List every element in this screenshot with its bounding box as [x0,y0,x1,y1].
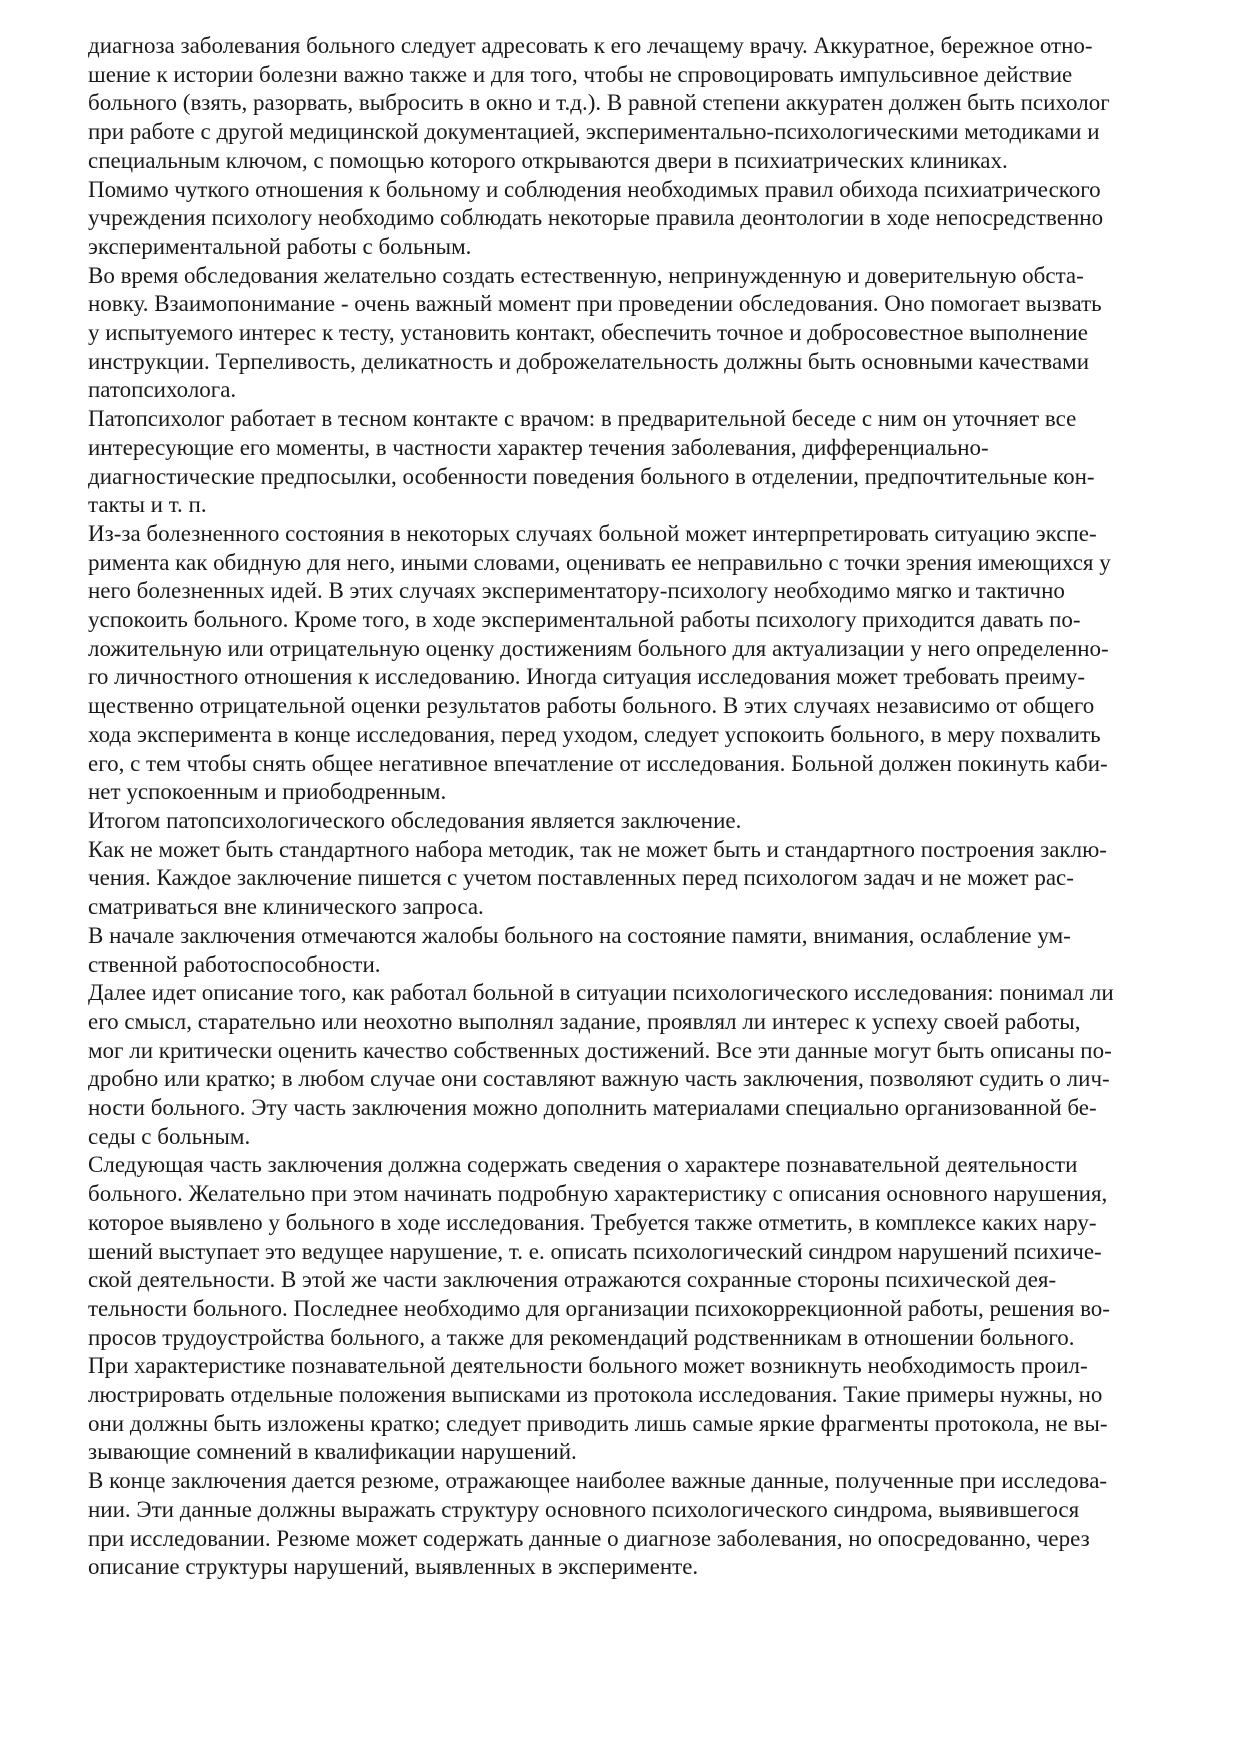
text-line: шений выступает это ведущее нарушение, т. е. описать психологический синдром нарушений психиче- [88,1238,1102,1264]
text-line: инструкции. Терпеливость, деликатность и доброжелательность должны быть основными качествами [88,348,1090,374]
text-line: новку. Взаимопонимание - очень важный момент при проведении обследования. Оно помогает вызвать [88,291,1102,317]
text-line: люстрировать отдельные положения выписками из протокола исследования. Такие примеры нужны, но [88,1382,1103,1408]
text-line: шение к истории болезни важно также и для того, чтобы не спровоцировать импульсивное действие [88,61,1073,87]
text-line: Как не может быть стандартного набора методик, так не может быть и стандартного построения заклю- [88,836,1107,862]
text-line: ственной работоспособности. [88,951,381,977]
text-line: хода эксперимента в конце исследования, перед уходом, следует успокоить больного, в меру похвалить [88,721,1101,747]
text-line: ложительную или отрицательную оценку достижениям больного для актуализации у него определенно- [88,635,1109,661]
text-line: при работе с другой медицинской документацией, экспериментально-психологическими методиками и [88,119,1100,145]
text-line: ности больного. Эту часть заключения можно дополнить материалами специально организованной бе- [88,1095,1097,1121]
text-line: нии. Эти данные должны выражать структуру основного психологического синдрома, выявившегося [88,1496,1080,1522]
text-line: диагностические предпосылки, особенности поведения больного в отделении, предпочтительные кон- [88,463,1095,489]
text-line: специальным ключом, с помощью которого открываются двери в психиатрических клиниках. [88,147,1008,173]
paragraph [88,1151,1218,1352]
paragraph [88,262,1218,406]
paragraph [88,836,1218,922]
text-line: диагноза заболевания больного следует адресовать к его лечащему врачу. Аккуратное, бережное отно- [88,33,1093,58]
text-line: Итогом патопсихологического обследования является заключение. [88,807,742,833]
paragraph [88,176,1218,262]
text-line: зывающие сомнений в квалификации нарушений. [88,1439,577,1465]
text-line: римента как обидную для него, иными словами, оценивать ее неправильно с точки зрения имеющихся у [88,549,1111,575]
text-line: патопсихолога. [88,377,237,403]
text-line: чения. Каждое заключение пишется с учетом поставленных перед психологом задач и не может рас- [88,865,1074,891]
text-line: седы с больным. [88,1123,251,1149]
text-line: его смысл, старательно или неохотно выполнял задание, проявлял ли интерес к успеху своей работы, [88,1008,1081,1034]
text-line: мог ли критически оценить качество собственных достижений. Все эти данные могут быть описаны по- [88,1037,1112,1063]
text-line: Патопсихолог работает в тесном контакте с врачом: в предварительной беседе с ним он уточняет все [88,406,1077,432]
paragraph [88,922,1218,979]
text-line: просов трудоустройства больного, а также для рекомендаций родственникам в отношении больного. [88,1324,1075,1350]
text-line: щественно отрицательной оценки результатов работы больного. В этих случаях независимо от общего [88,693,1095,719]
text-line: описание структуры нарушений, выявленных в эксперименте. [88,1554,699,1580]
text-line: Следующая часть заключения должна содержать сведения о характере познавательной деятельности [88,1152,1078,1178]
text-line: Далее идет описание того, как работал больной в ситуации психологического исследования: понимал ли [88,980,1114,1006]
text-line: больного (взять, разорвать, выбросить в окно и т.д.). В равной степени аккуратен должен быть психолог [88,90,1110,116]
text-line: Во время обследования желательно создать естественную, непринужденную и доверительную обста- [88,262,1084,288]
text-line: такты и т. п. [88,492,207,518]
text-line: При характеристике познавательной деятельности больного может возникнуть необходимость проил- [88,1353,1088,1379]
text-line: ской деятельности. В этой же части заключения отражаются сохранные стороны психической дея- [88,1267,1057,1293]
text-line: они должны быть изложены кратко; следует приводить лишь самые яркие фрагменты протокола, не вы- [88,1410,1108,1436]
text-line: интересующие его моменты, в частности характер течения заболевания, дифференциально- [88,434,989,460]
paragraph [88,1467,1218,1582]
text-line: дробно или кратко; в любом случае они составляют важную часть заключения, позволяют судить о лич- [88,1066,1110,1092]
paragraph [88,1352,1218,1467]
text-line: его, с тем чтобы снять общее негативное впечатление от исследования. Больной должен покинуть каби- [88,750,1108,776]
text-line: В начале заключения отмечаются жалобы больного на состояние памяти, внимания, ослабление ум- [88,922,1071,948]
text-line: го личностного отношения к исследованию. Иногда ситуация исследования может требовать преиму- [88,664,1086,690]
paragraph [88,807,1218,836]
text-line: учреждения психологу необходимо соблюдать некоторые правила деонтологии в ходе непосредственно [88,205,1104,231]
text-line: экспериментальной работы с больным. [88,233,472,259]
paragraph [88,979,1218,1151]
text-line: у испытуемого интерес к тесту, установить контакт, обеспечить точное и добросовестное выполнение [88,320,1088,346]
text-line: успокоить больного. Кроме того, в ходе экспериментальной работы психологу приходится давать по- [88,607,1081,633]
text-line: больного. Желательно при этом начинать подробную характеристику с описания основного нарушения, [88,1181,1108,1207]
text-line: В конце заключения дается резюме, отражающее наиболее важные данные, полученные при исследова- [88,1468,1108,1494]
paragraph [88,405,1218,520]
paragraph [88,520,1218,807]
document-page [88,32,1218,1582]
text-line: Помимо чуткого отношения к больному и соблюдения необходимых правил обихода психиатрического [88,176,1101,202]
text-line: которое выявлено у больного в ходе исследования. Требуется также отметить, в комплексе каких нару- [88,1209,1097,1235]
text-line: него болезненных идей. В этих случаях экспериментатору-психологу необходимо мягко и тактично [88,578,1065,604]
paragraph [88,32,1218,176]
text-line: при исследовании. Резюме может содержать данные о диагнозе заболевания, но опосредованно, через [88,1525,1090,1551]
text-line: нет успокоенным и приободренным. [88,779,447,805]
text-line: сматриваться вне клинического запроса. [88,894,484,920]
text-line: Из-за болезненного состояния в некоторых случаях больной может интерпретировать ситуацию экспе- [88,520,1097,546]
text-line: тельности больного. Последнее необходимо для организации психокоррекционной работы, решения во- [88,1295,1110,1321]
